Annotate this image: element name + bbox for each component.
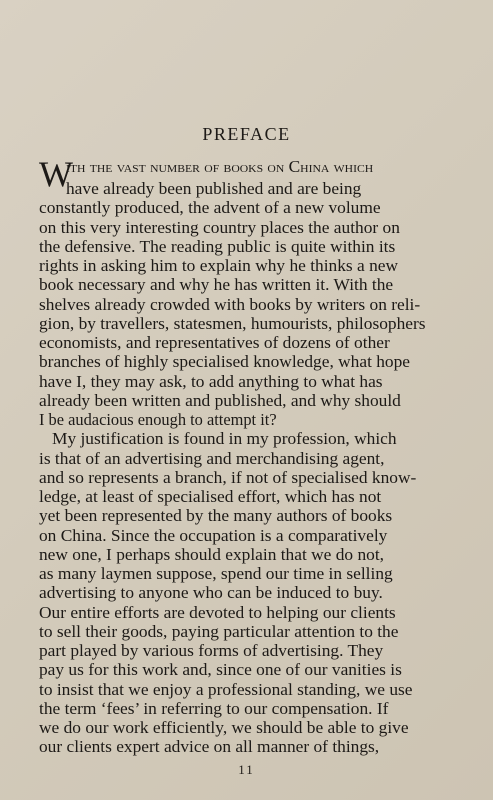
text-line: advertising to anyone who can be induced to buy. <box>39 583 383 603</box>
text-line: yet been represented by the many authors of books <box>39 506 393 526</box>
text-line: book necessary and why he has written it. With the <box>39 275 394 295</box>
text-line: Our entire efforts are devoted to helping our clients <box>39 602 396 622</box>
text-line: ledge, at least of specialised effort, which has not <box>39 487 382 506</box>
first-line: ith the vast number of books on China which <box>66 157 374 176</box>
text-line: we do our work efficiently, we should be able to give <box>39 718 409 737</box>
text-line: to sell their goods, paying particular attention to the <box>39 621 399 641</box>
text-line: I be audacious enough to attempt it? <box>39 410 277 429</box>
text-line: gion, by travellers, statesmen, humourists, philosophers <box>39 313 426 333</box>
text-line: have I, they may ask, to add anything to what has <box>39 371 383 391</box>
text-line: new one, I perhaps should explain that we do not, <box>39 544 384 564</box>
text-line: already been written and published, and why should <box>39 390 401 410</box>
text-line: as many laymen suppose, spend our time in selling <box>39 564 393 583</box>
text-line: branches of highly specialised knowledge, what hope <box>39 352 411 372</box>
drop-cap: W <box>39 154 73 194</box>
text-line: rights in asking him to explain why he thinks a new <box>39 256 399 275</box>
text-line: economists, and representatives of dozens of other <box>39 333 390 352</box>
text-line: pay us for this work and, since one of our vanities is <box>39 660 402 680</box>
text-line: our clients expert advice on all manner of things, <box>39 737 380 757</box>
text-line: the term ‘fees’ in referring to our compensation. If <box>39 698 389 718</box>
text-line: constantly produced, the advent of a new volume <box>39 198 381 218</box>
text-line: and so represents a branch, if not of specialised know- <box>39 467 417 487</box>
page-title: PREFACE <box>202 124 291 144</box>
text-line: on China. Since the occupation is a comparatively <box>39 525 388 545</box>
text-line: shelves already crowded with books by writers on reli- <box>39 294 421 314</box>
text-line: My justification is found in my profession, which <box>52 429 397 449</box>
page-number: 11 <box>238 762 255 777</box>
text-line: on this very interesting country places the author on <box>39 217 400 237</box>
text-line: to insist that we enjoy a professional standing, we use <box>39 679 413 699</box>
text-line: have already been published and are being <box>66 179 362 198</box>
text-line: part played by various forms of advertising. They <box>39 641 384 660</box>
text-line: is that of an advertising and merchandising agent, <box>39 448 385 468</box>
text-line: the defensive. The reading public is quite within its <box>39 236 396 256</box>
